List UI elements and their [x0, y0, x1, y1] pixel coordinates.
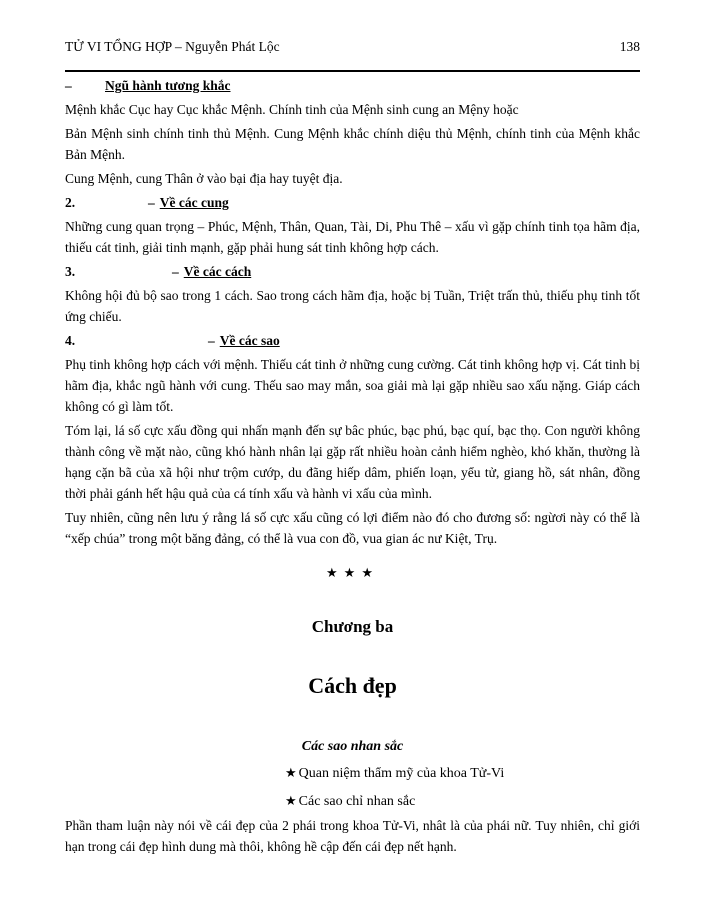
section-heading-ngu-hanh — [65, 75, 640, 96]
paragraph: Cung Mệnh, cung Thân ở vào bại địa hay tuyệt địa. — [65, 171, 343, 186]
paragraph: Phụ tinh không hợp cách với mệnh. Thiếu cát tinh ở những cung cường. Cát tinh không hợp vị. Cát tinh bị hãm địa, khắc ngũ hành với cung. Thếu sao may mắn, soa giải mà lại gặp nhiều sao xấu nặng. Giáp cách không có gì làm tốt. — [65, 357, 640, 414]
book-title: TỬ VI TỔNG HỢP – Nguyễn Phát Lộc — [65, 39, 280, 54]
star-icon: ★ — [285, 765, 297, 780]
header-divider — [65, 70, 640, 72]
chapter-label: Chương ba — [311, 617, 394, 636]
heading-dash: – — [172, 264, 179, 279]
paragraph: Tuy nhiên, cũng nên lưu ý rằng lá số cực xấu cũng có lợi điểm nào đó cho đương số: ngừơi này có thể là “xếp chúa” trong một băng đảng, có thể là vua con đồ, vua gian ác nư Kiệt, Trụ. — [65, 510, 640, 546]
heading-number: 4. — [65, 333, 76, 348]
heading-number: 3. — [65, 264, 76, 279]
chapter-subtitle: Các sao nhan sắc — [301, 739, 404, 754]
heading-title: Về các cung — [159, 195, 229, 210]
bullet-text: Các sao chỉ nhan sắc — [298, 794, 416, 809]
chapter-title: Cách đẹp — [308, 673, 397, 698]
paragraph: Bản Mệnh sinh chính tinh thủ Mệnh. Cung Mệnh khắc chính diệu thủ Mệnh, chính tinh của Mệnh khắc Bản Mệnh. — [65, 126, 640, 162]
heading-dash: – — [208, 333, 215, 348]
star-icon: ★ — [285, 793, 297, 808]
bullet-text: Quan niệm thẩm mỹ của khoa Tử-Vi — [298, 766, 505, 781]
star-bullet-item — [65, 764, 640, 783]
paragraph: Không hội đủ bộ sao trong 1 cách. Sao trong cách hãm địa, hoặc bị Tuần, Triệt trấn thủ, thiếu phụ tinh tốt ứng chiếu. — [65, 288, 640, 324]
heading-number: 2. — [65, 195, 76, 210]
page-number: 138 — [619, 39, 640, 54]
heading-title: Ngũ hành tương khắc — [105, 78, 231, 93]
paragraph: Mệnh khắc Cục hay Cục khắc Mệnh. Chính tinh của Mệnh sinh cung an Mệny hoặc — [65, 102, 519, 117]
page-header — [65, 38, 640, 56]
paragraph: Những cung quan trọng – Phúc, Mệnh, Thân, Quan, Tài, Di, Phu Thê – xấu vì gặp chính tinh tọa hãm địa, thiếu cát tinh, giải tinh mạnh, gặp phải hung sát tinh không hợp cách. — [65, 219, 640, 255]
heading-dash-marker: – — [65, 78, 72, 93]
section-heading-cac-cung — [65, 192, 640, 213]
heading-title: Về các cách — [183, 264, 252, 279]
heading-dash: – — [148, 195, 155, 210]
paragraph: Tóm lại, lá số cực xấu đồng qui nhấn mạnh đến sự bâc phúc, bạc phú, bạc quí, bạc thọ. Con người không thành công về mặt nào, cũng khó hành nhân lại gặp rất nhiều hoàn cảnh hiểm nghèo, khó khăn, thường là hạng cặn bã của xã hội như trộm cướp, du đãng hiếp dâm, phiến loạn, yểu tử, giang hồ, sát nhân, đồng thời phải gánh hết hậu quả của cá tính xấu và hành vi xấu của mình. — [65, 423, 640, 501]
star-bullet-item — [65, 792, 640, 811]
heading-title: Về các sao — [219, 333, 280, 348]
paragraph: Phần tham luận này nói về cái đẹp của 2 phái trong khoa Tử-Vi, nhât là của phái nữ. Tuy nhiên, chỉ giới hạn trong cái đẹp hình dung mà thôi, không hề cập đến cái đẹp nết hạnh. — [65, 818, 640, 854]
section-heading-cac-sao — [65, 330, 640, 351]
section-heading-cac-cach — [65, 261, 640, 282]
stars-separator: ★★★ — [326, 565, 379, 580]
